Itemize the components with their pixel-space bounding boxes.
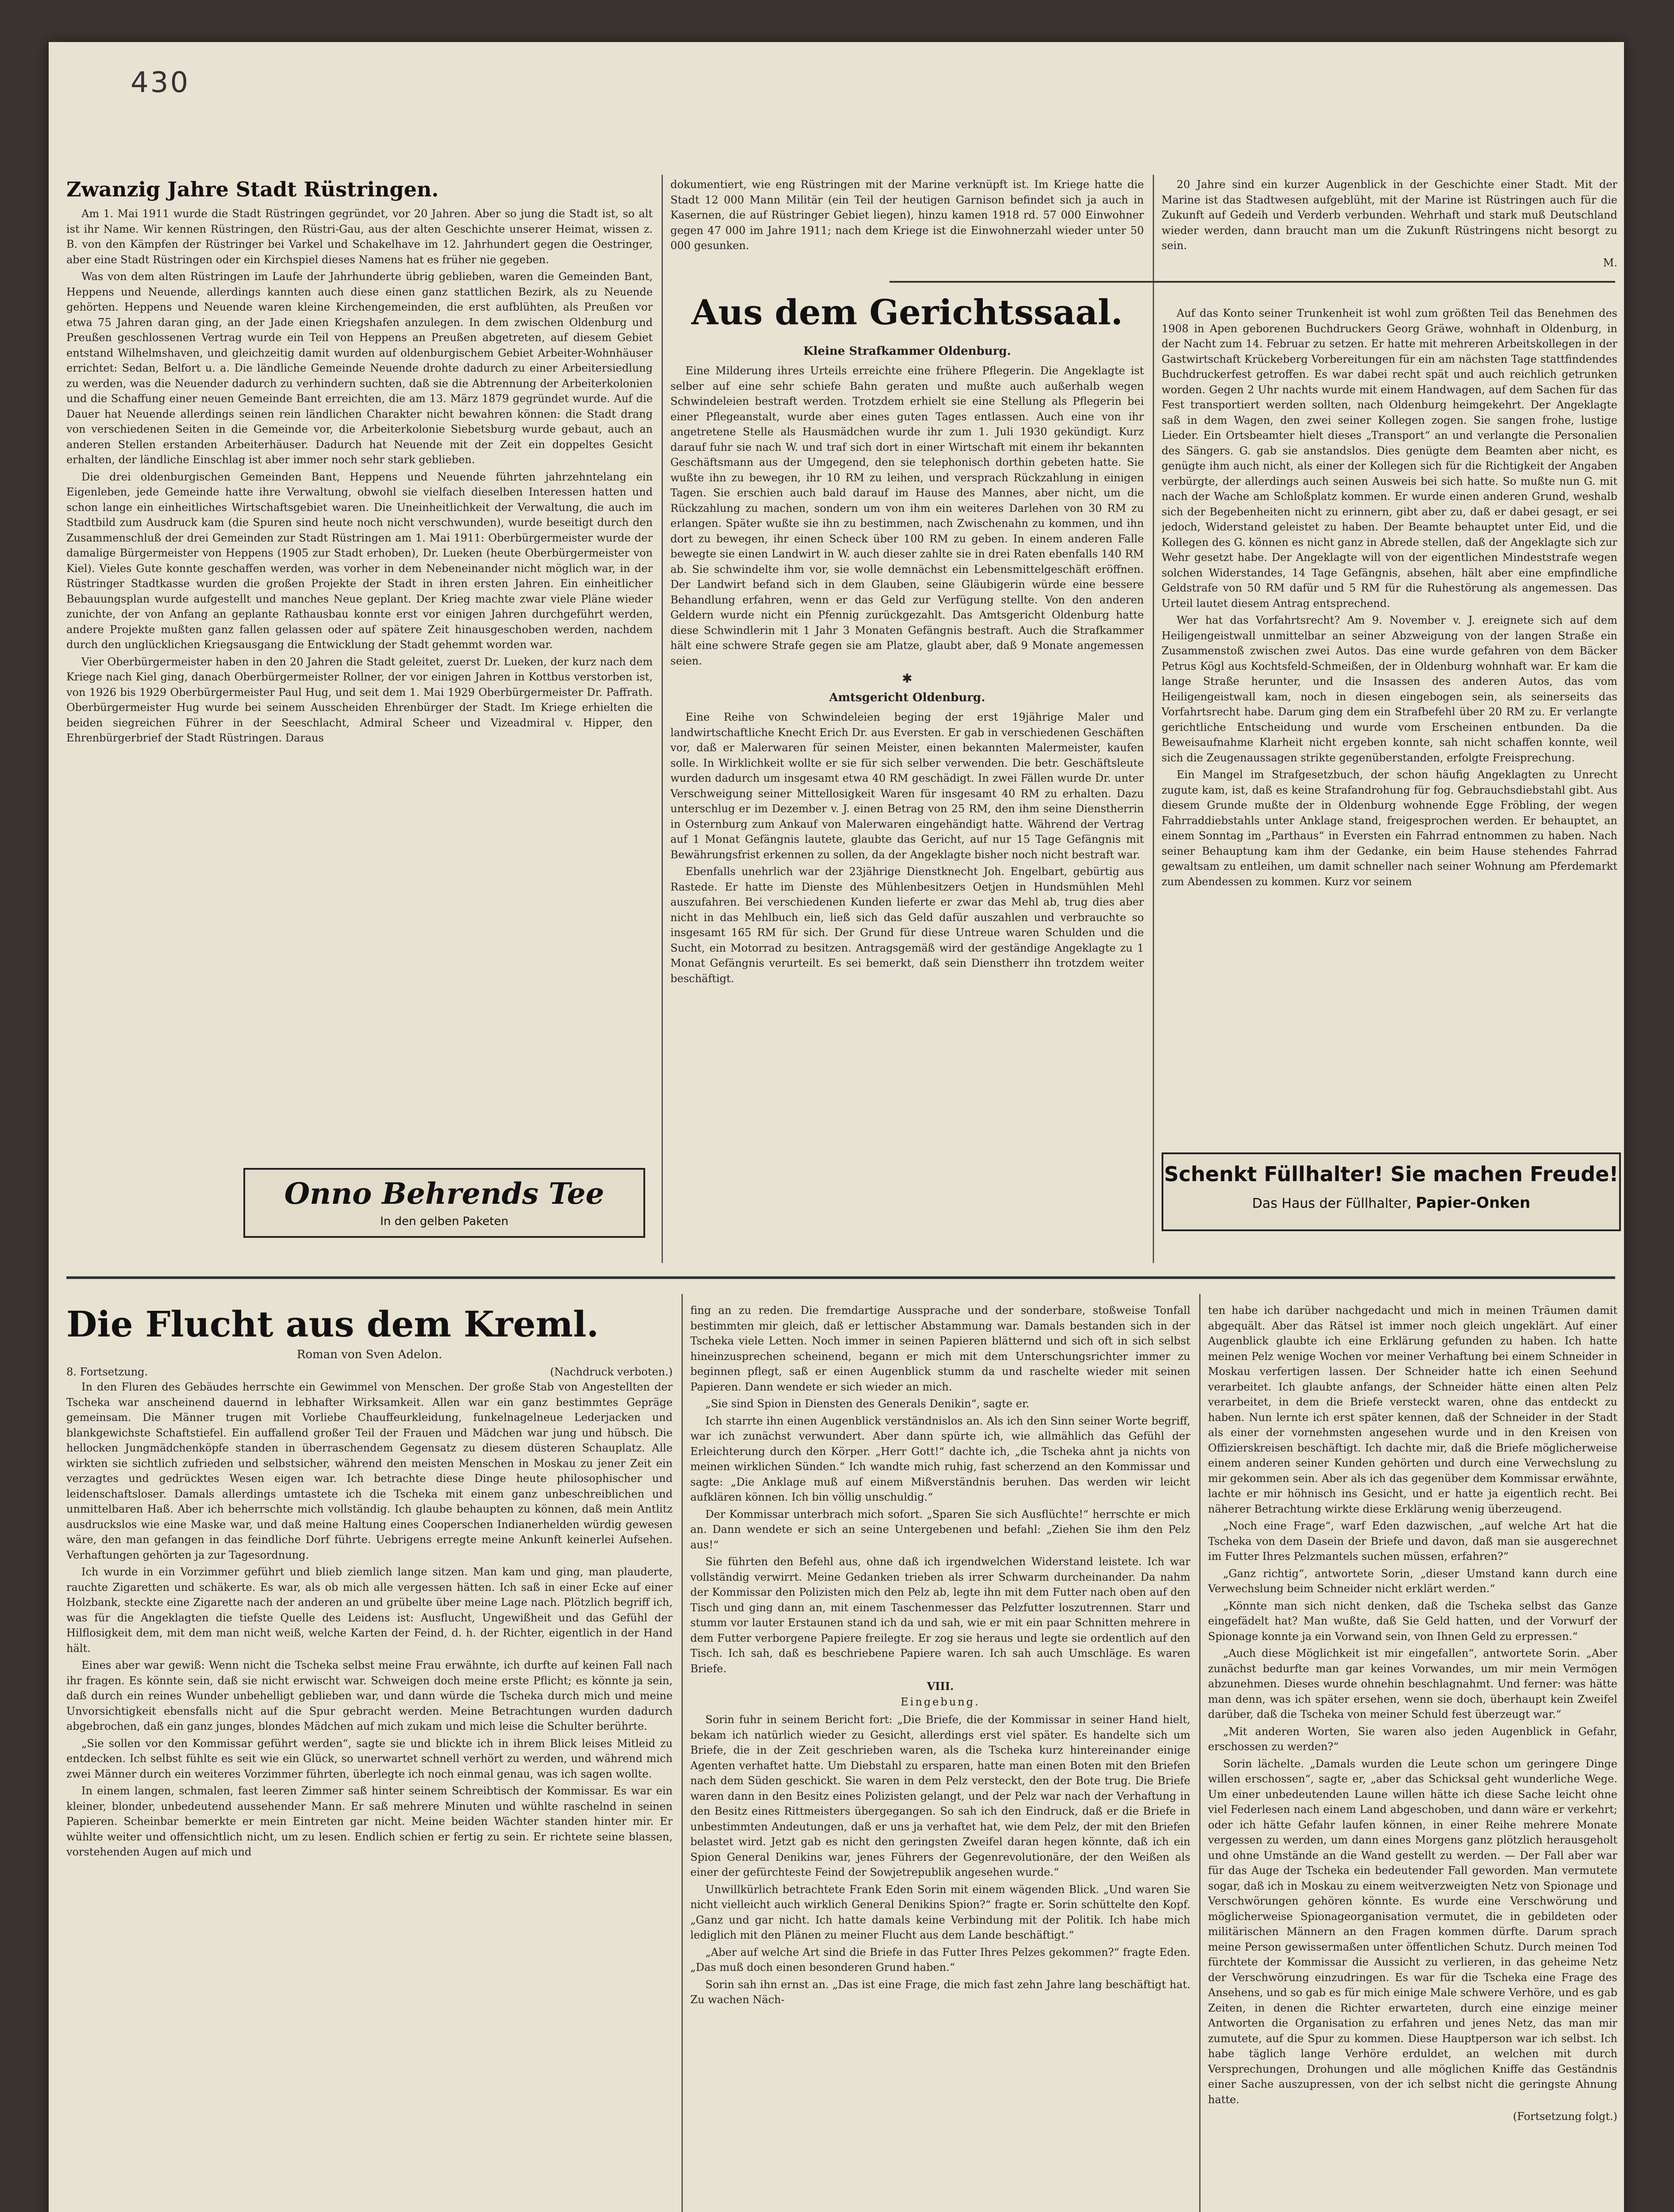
installment-label: 8. Fortsetzung. <box>66 1365 148 1378</box>
chapter-number: VIII. <box>927 1680 954 1693</box>
ad-brand: Papier-Onken <box>1416 1194 1531 1212</box>
ad-papier-onken <box>1162 1152 1621 1231</box>
continuation-note: (Fortsetzung folgt.) <box>1513 2110 1617 2123</box>
paragraph: Sorin lächelte. „Damals wurden die Leute schon um geringere Dinge willen erschossen“, sagte er, „aber das Schicksal geht wunderliche Wege. Um einer unbedeutenden Laune willen hätte ich diese Sache leicht ohne viel Federlesen nach einem Land abgeschoben, und dann wäre er verkehrt; oder ich hätte Gefahr laufen können, in einer Reihe mehrere Monate vergessen zu werden, um dann eines Morgens ganz plötzlich herausgeholt und ohne Umstände an die Wand gestellt zu werden. — Der Fall aber war für das Auge der Tscheka ein bedeutender Fall geworden. Man vermutete sogar, daß ich in Moskau zu einem weitverzweigten Netz von Spionage und Verschwörungen gehören könnte. Es wurde eine Verschwörung und möglicherweise Spionageorganisation vermutet, die in gebildeten oder militärischen Männern an den Fragen kommen dürfte. Darum sprach meine Person gewissermaßen unter öffentlichen Schutz. Durch meinen Tod fürchtete der Kommissar die Aussicht zu verlieren, in das geheime Netz der Verschwörung einzudringen. Es war für die Tscheka eine Frage des Ansehens, und so gab es für mich einige Male schwere Verhöre, und es gab Zeiten, in denen die Richter erwarteten, durch eine einzige meiner Antworten die Organisation zu erfahren und jenes Netz, das man mir zumutete, auf die Spur zu kommen. Diese Hauptperson war ich selbst. Ich habe täglich lange Verhöre erduldet, an welchen mit durch Versprechungen, Drohungen und alle möglichen Kniffe das Geständnis einer Sache auszupressen, von der ich selbst nicht die geringste Ahnung hatte. <box>1208 1757 1617 2106</box>
chapter-title: Eingebung. <box>900 1695 980 1708</box>
novel-column-2 <box>690 1303 1190 2212</box>
paragraph: 20 Jahre sind ein kurzer Augenblick in der Geschichte einer Stadt. Mit der Marine ist das Stadtwesen aufgeblüht, mit der Marine ist Rüstringen auch für die Zukunft auf Gedeih und Verderb verbunden. Wehrhaft und stark muß Deutschland wieder werden, dann braucht man um die Zukunft Rüstringens nicht besorgt zu sein. <box>1162 178 1617 252</box>
rights-note: (Nachdruck verboten.) <box>550 1365 673 1378</box>
novel-byline: Roman von Sven Adelon. <box>296 1348 443 1361</box>
paragraph: „Auch diese Möglichkeit ist mir eingefallen“, antwortete Sorin. „Aber zunächst bedurfte man gar keines Vorwandes, um mir mein Vermögen abzunehmen. Dieses wurde ohnehin beschlagnahmt. Und ferner: was hätte man denn, was ich später ersehen, wenn sie doch, überhaupt kein Zweifel darüber, daß die Tscheka von meiner Schuld fest überzeugt war.“ <box>1208 1647 1617 1720</box>
paragraph: Ebenfalls unehrlich war der 23jährige Dienstknecht Joh. Engelbart, gebürtig aus Rastede. Er hatte im Dienste des Mühlenbesitzers Oetjen in Hundsmühlen Mehl auszufahren. Bei verschiedenen Kunden lieferte er zwar das Mehl ab, trug dies aber nicht in das Mehlbuch ein, ließ sich das Geld dafür auszahlen und verbrauchte so insgesamt 165 RM für sich. Der Grund für diese Untreue waren Schulden und die Sucht, ein Motorrad zu besitzen. Antragsgemäß wird der geständige Angeklagte zu 1 Monat Gefängnis verurteilt. Es sei bemerkt, daß sein Dienstherr ihn trotzdem weiter beschäftigt. <box>670 865 1144 985</box>
paragraph: „Sie sollen vor den Kommissar geführt werden“, sagte sie und blickte ich in ihrem Blick leises Mitleid zu entdecken. Ich selbst fühlte es seit wie ein Glück, so unerwartet schnell verhört zu werden, und während mich zwei Männer durch ein weiteres Vorzimmer führten, überlegte ich noch einmal genau, was ich sagen wollte. <box>66 1737 673 1780</box>
paragraph: Eine Milderung ihres Urteils erreichte eine frühere Pflegerin. Die Angeklagte ist selber auf eine sehr schiefe Bahn geraten und mußte auch außerhalb wegen Schwindeleien bestraft werden. Trotzdem erhielt sie eine Stellung als Pflegerin bei einer Pflegeanstalt, wurde aber eines guten Tages entlassen. Auch eine von ihr angetretene Stelle als Hausmädchen wurde ihr zum 1. Juli 1930 gekündigt. Kurz darauf fuhr sie nach W. und traf sich dort in einer Wirtschaft mit einem ihr bekannten Geschäftsmann aus der Umgegend, den sie telephonisch dorthin gebeten hatte. Sie wußte ihn zu bewegen, ihr 10 RM zu leihen, und versprach Rückzahlung in einigen Tagen. Sie erschien auch bald darauf im Hause des Mannes, aber nicht, um die Rückzahlung zu machen, sondern um von ihm ein weiteres Darlehen von 30 RM zu erlangen. Später wußte sie ihn zu bestimmen, nach Zwischenahn zu kommen, und ihn dort zu bewegen, ihr einen Scheck über 100 RM zu geben. In einem anderen Falle bewegte sie einen Landwirt in W. auch dieser zahlte sie in drei Raten ebenfalls 140 RM ab. Sie schwindelte ihm vor, sie wolle demnächst ein Lebensmittelgeschäft eröffnen. Der Landwirt befand sich in dem Glauben, seine Gläubigerin würde eine bessere Behandlung erfahren, wenn er das Geld zur Verfügung stellte. Von den anderen Geldern wurde nicht ein Pfennig zurückgezahlt. Das Amtsgericht Oldenburg hatte diese Schwindlerin mit 1 Jahr 3 Monaten Gefängnis bestraft. Auch die Strafkammer hält eine schwere Strafe gegen sie am Platze, glaubt aber, daß 9 Monate angemessen seien. <box>670 365 1144 667</box>
author-signature: M. <box>1603 256 1617 269</box>
newspaper-page <box>49 42 1624 2212</box>
paragraph: Ich starrte ihn einen Augenblick verständnislos an. Als ich den Sinn seiner Worte begriff, war ich zunächst verwundert. Aber dann spürte ich, wie allmählich das Gefühl der Erleichterung durch den Körper. „Herr Gott!“ dachte ich, „die Tscheka ahnt ja nichts von meinen wirklichen Sünden.“ Ich wandte mich ruhig, fast scherzend an den Kommissar und sagte: „Die Anklage muß auf einem Mißverständnis beruhen. Das werden wir leicht aufklären können. Ich bin völlig unschuldig.“ <box>690 1414 1190 1503</box>
novel-column-3 <box>1208 1303 1617 2212</box>
paragraph: Eine Reihe von Schwindeleien beging der erst 19jährige Maler und landwirtschaftliche Knecht Erich Dr. aus Eversten. Er gab in verschiedenen Geschäften vor, daß er Malerwaren für seinen Meister, einen bekannten Malermeister, kaufen solle. In Wirklichkeit wollte er sie für sich selber verwenden. Die betr. Geschäftsleute wurden dadurch um insgesamt etwa 40 RM geschädigt. In zwei Fällen wurde Dr. unter Verschweigung seiner Mittellosigkeit Waren für insgesamt 40 RM zu erhalten. Dazu unterschlug er im Dezember v. J. einen Betrag von 25 RM, den ihm seine Dienstherrin in Osternburg zum Ankauf von Malerwaren eingehändigt hatte. Während der Vertrag auf 1 Monat Gefängnis lautete, glaubte das Gericht, auf nur 15 Tage Gefängnis mit Bewährungsfrist erkennen zu sollen, da der Angeklagte bisher noch nicht bestraft war. <box>670 711 1144 861</box>
paragraph: Unwillkürlich betrachtete Frank Eden Sorin mit einem wägenden Blick. „Und waren Sie nicht vielleicht auch wirklich General Denikins Spion?“ fragte er. Sorin schüttelte den Kopf. „Ganz und gar nicht. Ich hatte damals keine Verbindung mit der Politik. Ich habe mich lediglich mit den Plänen zu meiner Flucht aus dem Lande beschäftigt.“ <box>690 1883 1190 1941</box>
paragraph: fing an zu reden. Die fremdartige Aussprache und der sonderbare, stoßweise Tonfall bestimmten mir gleich, daß er lettischer Abstammung war. Damals bestanden sich in der Tscheka viele Letten. Noch immer in seinen Papieren blätternd und sich oft in sich selbst hineinzusprechen scheinend, begann er mich mit dem Unterschungsrichter immer zu beginnen pflegt, saß er einen Augenblick stumm da und raschelte wieder mit seinen Papieren. Dann wendete er sich wieder an mich. <box>690 1304 1190 1393</box>
paragraph: Ein Mangel im Strafgesetzbuch, der schon häufig Angeklagten zu Unrecht zugute kam, ist, daß es keine Strafandrohung für fog. Gebrauchsdiebstahl gibt. Aus diesem Grunde mußte der in Oldenburg wohnende Egge Fröbling, der wegen Fahrraddiebstahls unter Anklage stand, freigesprochen werden. Er behauptet, an einem Sonntag im „Parthaus“ in Eversten ein Fahrrad entnommen zu haben. Nach seiner Behauptung kam ihm der Gedanke, ein beim Hause stehendes Fahrrad gewaltsam zu entleihen, um damit schneller nach seiner Wohnung am Pferdemarkt zum Abendessen zu kommen. Kurz vor seinem <box>1162 768 1617 888</box>
paragraph: „Sie sind Spion in Diensten des Generals Denikin“, sagte er. <box>705 1398 1030 1410</box>
ad-onno-behrends-tee <box>243 1168 645 1238</box>
section-title: Aus dem Gerichtssaal. <box>691 292 1123 333</box>
paragraph: Was von dem alten Rüstringen im Laufe der Jahrhunderte übrig geblieben, waren die Gemeinden Bant, Heppens und Neuende, allerdings kannten auch diese einen ganz stattlichen Bezirk, als zu Neuende gehörten. Heppens und Neuende waren kleine Kirchengemeinden, die erst aufblühten, als Preußen vor etwa 75 Jahren daran ging, an der Jade einen Kriegshafen anzulegen. In dem zwischen Oldenburg und Preußen geschlossenen Vertrag wurde ein Teil von Heppens an Preußen abgetreten, auf diesem Gebiet entstand Wilhelmshaven, und gleichzeitig damit wurden auf oldenburgischem Gebiet Arbeiter-Wohnhäuser errichtet: Sedan, Belfort u. a. Die ländliche Gemeinde Neuende drohte dadurch zu einer Arbeitersiedlung zu werden, was die Neuender dadurch zu verhindern suchten, daß sie die Abtrennung der Arbeiterkolonien und die Schaffung einer neuen Gemeinde Bant erreichten, die am 13. März 1879 gegründet wurde. Auf die Dauer hat Neuende allerdings seinen rein ländlichen Charakter nicht bewahren können: die Stadt drang von verschiedenen Seiten in die Gemeinde vor, die Arbeiterkolonie Siebetsburg wurde gebaut, auch an anderen Stellen erstanden Arbeiterhäuser. Dadurch hat Neuende mit der Zeit ein doppeltes Gesicht erhalten, der ländliche Einschlag ist aber immer noch sehr stark geblieben. <box>66 270 653 466</box>
paragraph: „Könnte man sich nicht denken, daß die Tscheka selbst das Ganze eingefädelt hat? Man wußte, daß Sie Geld hatten, und der Vorwurf der Spionage konnte ja ein Vorwand sein, von Ihnen Geld zu erpressen.“ <box>1208 1599 1617 1643</box>
court-heading: Amtsgericht Oldenburg. <box>829 691 985 704</box>
column-rule <box>1199 1294 1201 2212</box>
ad-headline: Schenkt Füllhalter! Sie machen Freude! <box>1164 1162 1619 1186</box>
paragraph: Eines aber war gewiß: Wenn nicht die Tscheka selbst meine Frau erwähnte, ich durfte auf keinen Fall nach ihr fragen. Es könnte sein, daß sie nicht erwischt war. Schweigen doch meine erste Pflicht; es könnte ja sein, daß durch ein reines Wunder unbehelligt geblieben war, und dann würde die Tscheka durch mich und meine Unvorsichtigkeit ebensfalls nicht auf die Spur gebracht werden. Meine Betrachtungen wurden dadurch abgebrochen, daß ein ganz junges, blondes Mädchen auf mich zukam und mich leise die Schulter berührte. <box>66 1659 673 1732</box>
novel-title: Die Flucht aus dem Kreml. <box>66 1303 599 1345</box>
paragraph: Sorin sah ihn ernst an. „Das ist eine Frage, die mich fast zehn Jahre lang beschäftigt hat. Zu wachen Näch- <box>690 1978 1190 2006</box>
page-number: 430 <box>131 66 190 99</box>
ad-line: Das Haus der Füllhalter, <box>1252 1196 1412 1211</box>
ad-brand: Onno Behrends Tee <box>284 1176 604 1211</box>
paragraph: Wer hat das Vorfahrtsrecht? Am 9. November v. J. ereignete sich auf dem Heiligengeistwall unmittelbar an seiner Abzweigung von der langen Straße ein Zusammenstoß zwischen zwei Autos. Das eine wurde gefahren von dem Bäcker Petrus Kögl aus Kochtsfeld-Schmeißen, der in Oldenburg wohnhaft war. Er kam die lange Straße herunter, und die Insassen des anderen Autos, das vom Heiligengeistwall kam, noch in diesen eingebogen sein, als seinerseits das Vorfahrtsrecht habe. Darum ging dem ein Strafbefehl über 20 RM zu. Er verlangte gerichtliche Entscheidung und wurde vom Erscheinen entbunden. Da die Beweisaufnahme Klarheit nicht ergeben konnte, sah nicht schaffen konnte, weil sich die Zeugenaussagen strikte gegenüberstanden, erfolgte Freisprechung. <box>1162 614 1617 764</box>
paragraph: dokumentiert, wie eng Rüstringen mit der Marine verknüpft ist. Im Kriege hatte die Stadt 12 000 Mann Militär (ein Teil der heutigen Garnison befindet sich ja auch in Kasernen, die auf Rüstringer Gebiet liegen), hinzu kamen 1918 rd. 57 000 Einwohner gegen 47 000 im Jahre 1911; nach dem Kriege ist die Einwohnerzahl wieder unter 50 000 gesunken. <box>670 178 1144 252</box>
novel-column-1 <box>66 1303 673 2212</box>
paragraph: „Aber auf welche Art sind die Briefe in das Futter Ihres Pelzes gekommen?“ fragte Eden. „Das muß doch einen besonderen Grund haben.“ <box>690 1946 1190 1974</box>
article-title: Zwanzig Jahre Stadt Rüstringen. <box>66 177 439 201</box>
paragraph: Auf das Konto seiner Trunkenheit ist wohl zum größten Teil das Benehmen des 1908 in Apen geborenen Buchdruckers Georg Gräwe, wohnhaft in Oldenburg, in der Nacht zum 14. Februar zu setzen. Er hatte mit mehreren Arbeitskollegen in der Gastwirtschaft Krückeberg Vorbereitungen für ein am nächsten Tage stattfindendes Buchdruckerfest getroffen. Es war dabei recht spät und auch reichlich getrunken worden. Gegen 2 Uhr nachts wurde mit einem Handwagen, auf dem Sachen für das Fest transportiert werden sollten, nach Oldenburg heimgekehrt. Der Angeklagte saß in dem Wagen, den zwei seiner Kollegen zogen. Sie sangen frohe, lustige Lieder. Ein Ortsbeamter hielt dieses „Transport“ an und verlangte die Personalien des Sängers. G. gab sie anstandslos. Dies genügte dem Beamten aber nicht, es genügte ihm auch nicht, als einer der Kollegen sich für die Richtigkeit der Angaben verbürgte, der allerdings auch seinen Ausweis bei sich hatte. So mußte nun G. mit nach der Wache am Schloßplatz kommen. Er wurde einen anderen Grund, weshalb sich der Begebenheiten nicht zu erinnern, gibt aber zu, daß er dabei gesagt, er sei jedoch, Widerstand geleistet zu haben. Der Beamte behauptet unter Eid, und die Kollegen des G. können es nicht ganz in Abrede stellen, daß der Angeklagte sich zur Wehr gesetzt habe. Der Angeklagte will von der eigentlichen Mindeststrafe wegen solchen Widerstandes, 14 Tage Gefängnis, absehen, hält aber eine empfindliche Geldstrafe von 50 RM dafür und 5 RM für die Ruhestörung als angemessen. Das Urteil lautet diesem Antrag entsprechend. <box>1162 307 1617 610</box>
paragraph: Am 1. Mai 1911 wurde die Stadt Rüstringen gegründet, vor 20 Jahren. Aber so jung die Stadt ist, so alt ist ihr Name. Wir kennen Rüstringen, den Rüstri-Gau, aus der alten Geschichte unserer Heimat, wissen z. B. von den Kämpfen der Rüstringer bei Varkel und Schakelhave im 12. Jahrhundert gegen die Oestringer, aber eine Stadt Rüstringen oder ein Kirchspiel dieses Namens hat es früher nie gegeben. <box>66 207 653 266</box>
paragraph: Sorin fuhr in seinem Bericht fort: „Die Briefe, die der Kommissar in seiner Hand hielt, bekam ich natürlich wieder zu Gesicht, allerdings erst viel später. Es handelte sich um Briefe, die in der Zeit geschrieben waren, als die Tscheka kurz hintereinander einige Agenten verhaftet hatte. Um Diebstahl zu ersparen, hatte man einen Boten mit den Briefen nach dem Süden geschickt. Sie waren in dem Pelz versteckt, den der Bote trug. Die Briefe waren dann in den Besitz eines Polizisten gelangt, und der Pelz war nach der Verhaftung in den Besitz eines Rittmeisters übergegangen. So sah ich den Eindruck, daß er die Briefe in unbestimmten Andeutungen, daß er uns ja verhaftet hat, wie dem Pelz, der mit den Briefen belastet wird. Jetzt gab es nicht den geringsten Zweifel daran hegen könnte, daß ich ein Spion General Denikins war, jenes Führers der Gegenrevolutionäre, der den Weißen als einer der gefürchteste Feind der Sowjetrepublik angesehen wurde.“ <box>690 1713 1190 1878</box>
column-rule <box>1153 175 1154 1263</box>
paragraph: In einem langen, schmalen, fast leeren Zimmer saß hinter seinem Schreibtisch der Kommissar. Es war ein kleiner, blonder, unbedeutend aussehender Mann. Er saß mehrere Minuten und wühlte raschelnd in seinen Papieren. Scheinbar bemerkte er mein Eintreten gar nicht. Meine beiden Wächter standen hinter mir. Er wühlte weiter und offensichtlich nicht, um zu lesen. Endlich schien er fertig zu sein. Er richtete seine blassen, vorstehenden Augen auf mich und <box>66 1785 673 1858</box>
paragraph: Ich wurde in ein Vorzimmer geführt und blieb ziemlich lange sitzen. Man kam und ging, man plauderte, rauchte Zigaretten und schäkerte. Es war, als ob mich alle vergessen hätten. Ich saß in einer Ecke auf einer Holzbank, steckte eine Zigarette nach der anderen an und grübelte über meine Lage nach. Plötzlich begriff ich, was für die Angeklagten die tiefste Quelle des Leidens ist: Ausflucht, Ungewißheit und das Gefühl der Hilflosigkeit dem, mit dem man nicht weiß, welche Karten der Feind, d. h. der Richter, eigentlich in der Hand hält. <box>66 1566 673 1655</box>
paragraph: „Noch eine Frage“, warf Eden dazwischen, „auf welche Art hat die Tscheka von dem Dasein der Briefe und davon, daß man sie ausgerechnet im Futter Ihres Pelzmantels suchen müssen, erfahren?“ <box>1208 1520 1617 1563</box>
paragraph: Der Kommissar unterbrach mich sofort. „Sparen Sie sich Ausflüchte!“ herrschte er mich an. Dann wendete er sich an seine Untergebenen und befahl: „Ziehen Sie ihm den Pelz aus!“ <box>690 1508 1190 1551</box>
paragraph: „Ganz richtig“, antwortete Sorin, „dieser Umstand kann durch eine Verwechslung beim Schneider nicht erklärt werden.“ <box>1208 1567 1617 1595</box>
section-divider <box>66 1276 1615 1279</box>
paragraph: Die drei oldenburgischen Gemeinden Bant, Heppens und Neuende führten jahrzehntelang ein Eigenleben, jede Gemeinde hatte ihre Verwaltung, obwohl sie vielfach dieselben Interessen hatten und schon lange ein einheitliches Wirtschaftsgebiet waren. Die Uneinheitlichkeit der Verwaltung, die auch im Stadtbild zum Ausdruck kam (die Spuren sind heute noch nicht verschwunden), wurde beseitigt durch den Zusammenschluß der drei Gemeinden zur Stadt Rüstringen am 1. Mai 1911: Oberbürgermeister wurde der damalige Bürgermeister von Heppens (1905 zur Stadt erhoben), Dr. Lueken (heute Oberbürgermeister von Kiel). Vieles Gute konnte geschaffen werden, was vorher in dem Nebeneinander nicht möglich war, in der Rüstringer Stadtkasse wurden die großen Projekte der Stadt in ihren ersten Jahren. Ein einheitlicher Bebauungsplan wurde aufgestellt und manches Neue geplant. Der Krieg machte zwar viele Pläne wieder zunichte, der von Anfang an geplante Rathausbau konnte erst vor einigen Jahren durchgeführt werden, andere Projekte mußten ganz fallen gelassen oder auf spätere Zeit hinausgeschoben werden, nachdem durch den unglücklichen Kriegsausgang die Entwicklung der Stadt gehemmt worden war. <box>66 470 653 651</box>
column-rule <box>681 1294 683 2212</box>
paragraph: In den Fluren des Gebäudes herrschte ein Gewimmel von Menschen. Der große Stab von Angestellten der Tscheka war anscheinend dauernd in lebhafter Wirksamkeit. Allen war ein ganz bestimmtes Gepräge gemeinsam. Die Männer trugen mit Vorliebe Chauffeurkleidung, funkelnagelneue Lederjacken und blankgewichste Schaftstiefel. Ein auffallend großer Teil der Frauen und Mädchen war jung und hübsch. Die hellocken Jungmädchenköpfe standen in überraschendem Gegensatz zu diesem düsteren Schauplatz. Alle wirkten sie sichtlich zufrieden und selbstsicher, während den meisten Menschen in Moskau zu jener Zeit ein verzagtes und gedrücktes Wesen eigen war. Ich betrachte diese Dinge heute philosophischer und leidenschaftsloser. Damals allerdings umtastete ich die Tscheka mit einem ganz unbeschreiblichen und unmittelbaren Haß. Aber ich beherrschte mich vollständig. Ich glaube behaupten zu können, daß mein Antlitz ausdruckslos wie eine Maske war, und daß meine Haltung eines Cooperschen Indianerhelden würdig gewesen wäre, den man gefangen in das feindliche Dorf führte. Uebrigens erregte meine Ankunft keinerlei Aufsehen. Verhaftungen gehörten ja zur Tagesordnung. <box>66 1381 673 1561</box>
separator-star-icon: ✱ <box>902 671 912 686</box>
gerichtssaal-column <box>670 177 1144 1256</box>
ad-tagline: In den gelben Paketen <box>380 1215 508 1228</box>
paragraph: Sie führten den Befehl aus, ohne daß ich irgendwelchen Widerstand leistete. Ich war vollständig verwirrt. Meine Gedanken trieben als irrer Schwarm durcheinander. Da nahm der Kommissar den Polizisten mich den Pelz ab, legte ihn mit dem Futter nach oben auf den Tisch und ging dann an, mit einem Taschenmesser das Pelzfutter loszutrennen. Starr und stumm vor lauter Erstaunen stand ich da und sah, wie er mit ein paar Schnitten mehrere in dem Futter verborgene Papiere freilegte. Er zog sie heraus und legte sie ordentlich auf den Tisch. Ich sah, daß es beschriebene Papiere waren. Ich sah auch Umschläge. Es waren Briefe. <box>690 1555 1190 1675</box>
section-divider <box>889 281 1615 283</box>
article-ruestringen <box>66 177 653 1150</box>
paragraph: Vier Oberbürgermeister haben in den 20 Jahren die Stadt geleitet, zuerst Dr. Lueken, der kurz nach dem Kriege nach Kiel ging, danach Oberbürgermeister Rollner, der vor einigen Jahren in Kottbus verstorben ist, von 1926 bis 1929 Oberbürgermeister Paul Hug, und seit dem 1. Mai 1929 Oberbürgermeister Dr. Paffrath. Oberbürgermeister Hug wurde bei seinem Ausscheiden Ehrenbürger der Stadt. Im Kriege erhielten die beiden siegreichen Führer in der Seeschlacht, Admiral Scheer und Vizeadmiral v. Hipper, den Ehrenbürgerbrief der Stadt Rüstringen. Daraus <box>66 655 653 744</box>
paragraph: ten habe ich darüber nachgedacht und mich in meinen Träumen damit abgequält. Aber das Rätsel ist immer noch gleich ungeklärt. Auf einer Augenblick glaubte ich eine Erklärung gefunden zu haben. Ich hatte meinen Pelz wenige Wochen vor meiner Verhaftung bei einem Schneider in Moskau verfertigen lassen. Der Schneider hatte ich einen Seehund verarbeitet. Ich glaubte anfangs, der Schneider hätte einen alten Pelz verarbeitet, in dem die Briefe versteckt waren, ohne das entdeckt zu haben. Nun lernte ich erst später kennen, daß der Schneider in der Stadt als einer der vornehmsten angesehen wurde und in den Kreisen von Offizierskreisen beschäftigt. Ich dachte mir, daß die Briefe möglicherweise einem anderen seiner Kunden gehörten und durch eine Verwechslung zu mir gekommen sein. Aber als ich das gegenüber dem Kommissar erwähnte, lachte er mir höhnisch ins Gesicht, und er hatte ja eigentlich recht. Bei näherer Betrachtung wirkte diese Erklärung wenig überzeugend. <box>1208 1304 1617 1515</box>
gerichtssaal-column-3 <box>1162 177 1617 1177</box>
court-heading: Kleine Strafkammer Oldenburg. <box>803 344 1011 358</box>
column-rule <box>662 175 663 1263</box>
paragraph: „Mit anderen Worten, Sie waren also jeden Augenblick in Gefahr, erschossen zu werden?“ <box>1208 1725 1617 1753</box>
